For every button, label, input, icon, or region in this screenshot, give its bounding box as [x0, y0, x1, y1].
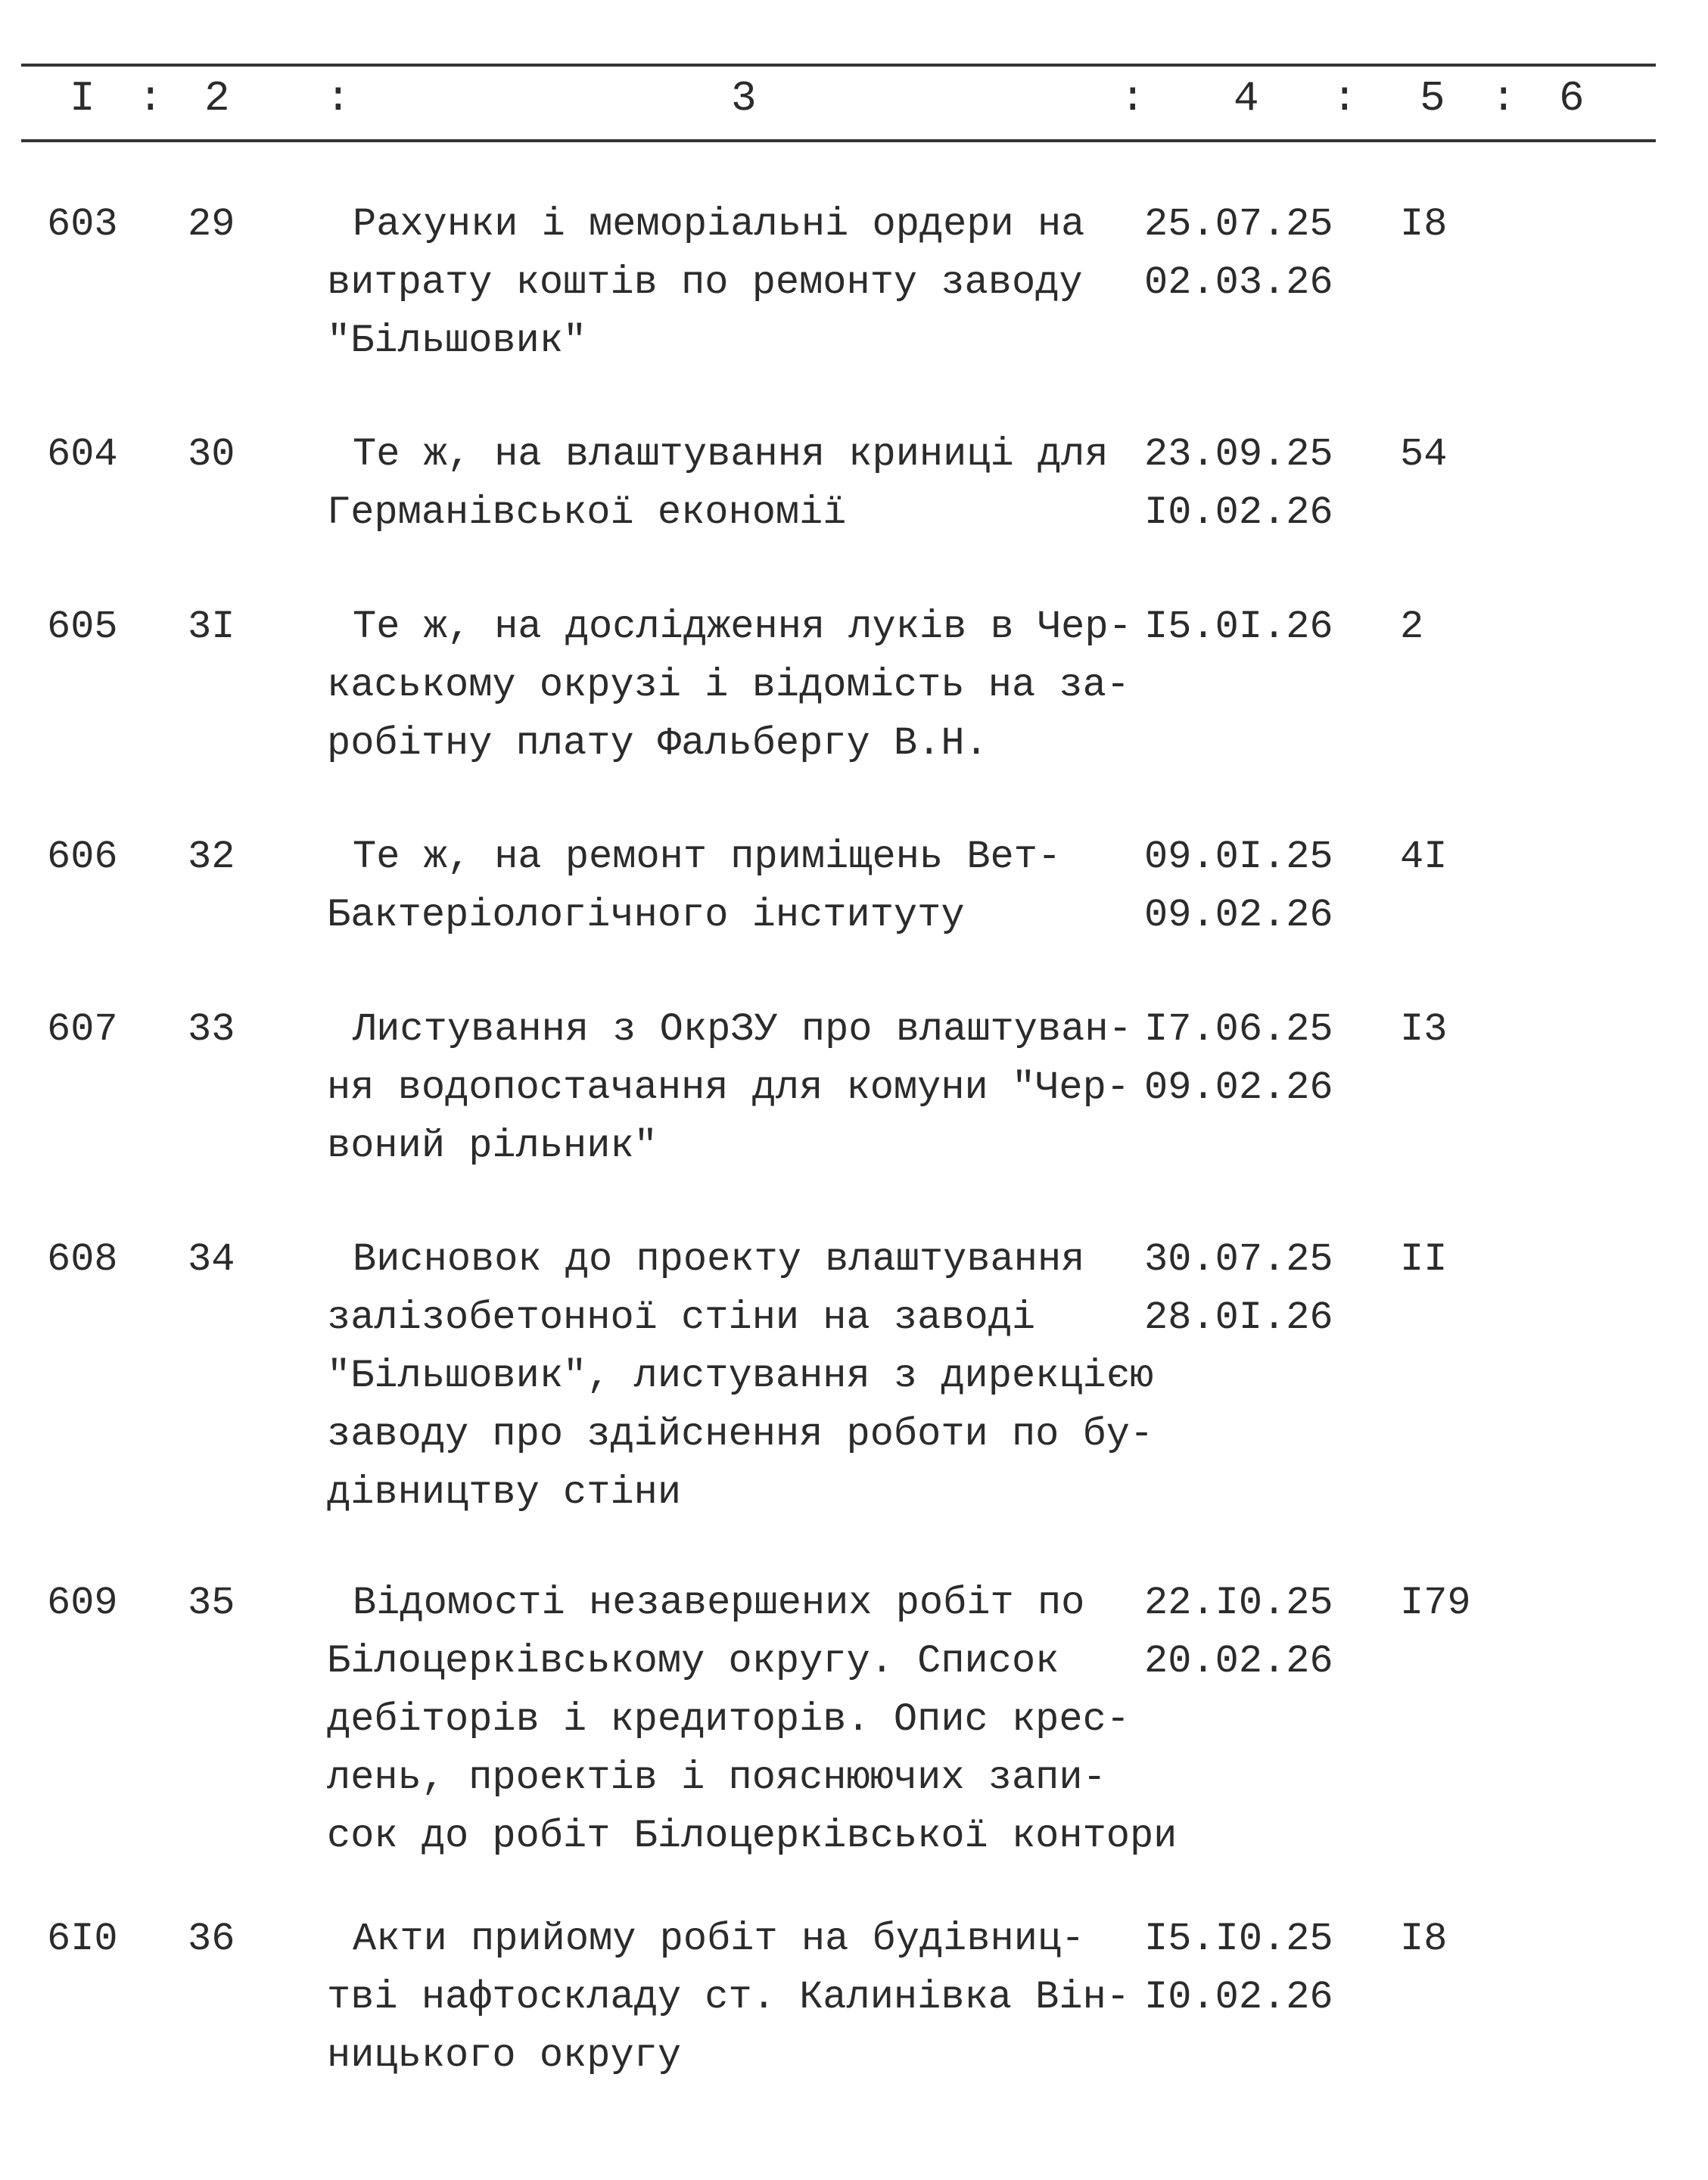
date-range: [1144, 425, 1333, 542]
title-line: Рахунки і меморіальні ордери на: [353, 202, 1085, 247]
title-line: "Більшовик": [327, 319, 587, 363]
title-line: ницького округу: [327, 2033, 682, 2078]
sheet-count: 54: [1400, 432, 1448, 477]
date-range: [1144, 1230, 1333, 1347]
item-number: 30: [188, 432, 235, 477]
date-range: [1144, 195, 1333, 312]
sheet-count: I8: [1400, 1917, 1448, 1961]
date: 20.02.26: [1144, 1639, 1333, 1684]
title-line: витрату коштів по ремонту заводу: [327, 260, 1083, 305]
date: 25.07.25: [1144, 202, 1333, 247]
document-title: [327, 828, 1061, 944]
row-number: 603: [47, 202, 118, 247]
document-title: [327, 425, 1109, 542]
header-col-3: 3: [731, 74, 757, 123]
document-title: [327, 1000, 1132, 1175]
title-line: тві нафтоскладу ст. Калинівка Він-: [327, 1975, 1130, 2020]
row-number: 606: [47, 835, 118, 879]
date-range: [1144, 1574, 1333, 1690]
title-line: Те ж, на влаштування криниці для: [353, 432, 1109, 477]
date: I7.06.25: [1144, 1007, 1333, 1052]
date: I5.I0.25: [1144, 1917, 1333, 1961]
item-number: 35: [188, 1581, 235, 1625]
title-line: робітну плату Фальбергу В.Н.: [327, 721, 988, 766]
header-col-6: 6: [1559, 74, 1585, 123]
document-title: [327, 1574, 1177, 1865]
date: 09.02.26: [1144, 1065, 1333, 1110]
title-line: сок до робіт Білоцерківської контори: [327, 1814, 1178, 1858]
date: 30.07.25: [1144, 1237, 1333, 1282]
header-separator: :: [138, 74, 163, 123]
item-number: 33: [188, 1007, 235, 1052]
date: 22.I0.25: [1144, 1581, 1333, 1625]
document-title: [327, 598, 1132, 773]
title-line: дебіторів і кредиторів. Опис крес-: [327, 1697, 1130, 1742]
document-title: [327, 195, 1084, 370]
title-line: Те ж, на дослідження луків в Чер-: [353, 605, 1132, 649]
title-line: Відомості незавершених робіт по: [353, 1581, 1085, 1625]
title-line: Висновок до проекту влаштування: [353, 1237, 1085, 1282]
date: 28.0I.26: [1144, 1295, 1333, 1340]
header-separator: :: [1120, 74, 1146, 123]
sheet-count: I3: [1400, 1007, 1448, 1052]
row-number: 607: [47, 1007, 118, 1052]
title-line: каському окрузі і відомість на за-: [327, 663, 1130, 707]
date-range: [1144, 1000, 1333, 1117]
header-separator: :: [1491, 74, 1517, 123]
sheet-count: 4I: [1400, 835, 1448, 879]
date: 02.03.26: [1144, 260, 1333, 305]
document-title: [327, 1230, 1153, 1522]
date: I5.0I.26: [1144, 605, 1333, 649]
document-title: [327, 1910, 1130, 2085]
title-line: залізобетонної стіни на заводі: [327, 1295, 1036, 1340]
row-number: 609: [47, 1581, 118, 1625]
title-line: Германівської економії: [327, 490, 847, 535]
sheet-count: I79: [1400, 1581, 1471, 1625]
item-number: 32: [188, 835, 235, 879]
header-separator: :: [325, 74, 351, 123]
sheet-count: I8: [1400, 202, 1448, 247]
sheet-count: 2: [1400, 605, 1424, 649]
title-line: Листування з ОкрЗУ про влаштуван-: [353, 1007, 1132, 1052]
title-line: Білоцерківському округу. Список: [327, 1639, 1059, 1684]
sheet-count: II: [1400, 1237, 1448, 1282]
item-number: 36: [188, 1917, 235, 1961]
date-range: [1144, 828, 1333, 944]
header-top-rule: [21, 64, 1656, 67]
date: 09.0I.25: [1144, 835, 1333, 879]
item-number: 34: [188, 1237, 235, 1282]
item-number: 3I: [188, 605, 235, 649]
header-separator: :: [1332, 74, 1358, 123]
header-col-4: 4: [1234, 74, 1259, 123]
date-range: [1144, 598, 1333, 656]
title-line: заводу про здійснення роботи по бу-: [327, 1412, 1154, 1457]
item-number: 29: [188, 202, 235, 247]
title-line: Бактеріологічного інституту: [327, 893, 965, 938]
title-line: ня водопостачання для комуни "Чер-: [327, 1065, 1130, 1110]
date: I0.02.26: [1144, 490, 1333, 535]
title-line: Акти прийому робіт на будівниц-: [353, 1917, 1085, 1961]
title-line: дівництву стіни: [327, 1470, 682, 1515]
title-line: воний рільник": [327, 1124, 658, 1168]
date: I0.02.26: [1144, 1975, 1333, 2020]
date-range: [1144, 1910, 1333, 2026]
row-number: 608: [47, 1237, 118, 1282]
row-number: 6I0: [47, 1917, 118, 1961]
header-col-5: 5: [1420, 74, 1445, 123]
header-col-2: 2: [204, 74, 230, 123]
header-bottom-rule: [21, 139, 1656, 142]
date: 09.02.26: [1144, 893, 1333, 938]
title-line: "Більшовик", листування з дирекцією: [327, 1354, 1154, 1398]
row-number: 604: [47, 432, 118, 477]
title-line: лень, проектів і пояснюючих запи-: [327, 1756, 1106, 1800]
header-col-1: I: [70, 74, 95, 123]
row-number: 605: [47, 605, 118, 649]
date: 23.09.25: [1144, 432, 1333, 477]
title-line: Те ж, на ремонт приміщень Вет-: [353, 835, 1062, 879]
